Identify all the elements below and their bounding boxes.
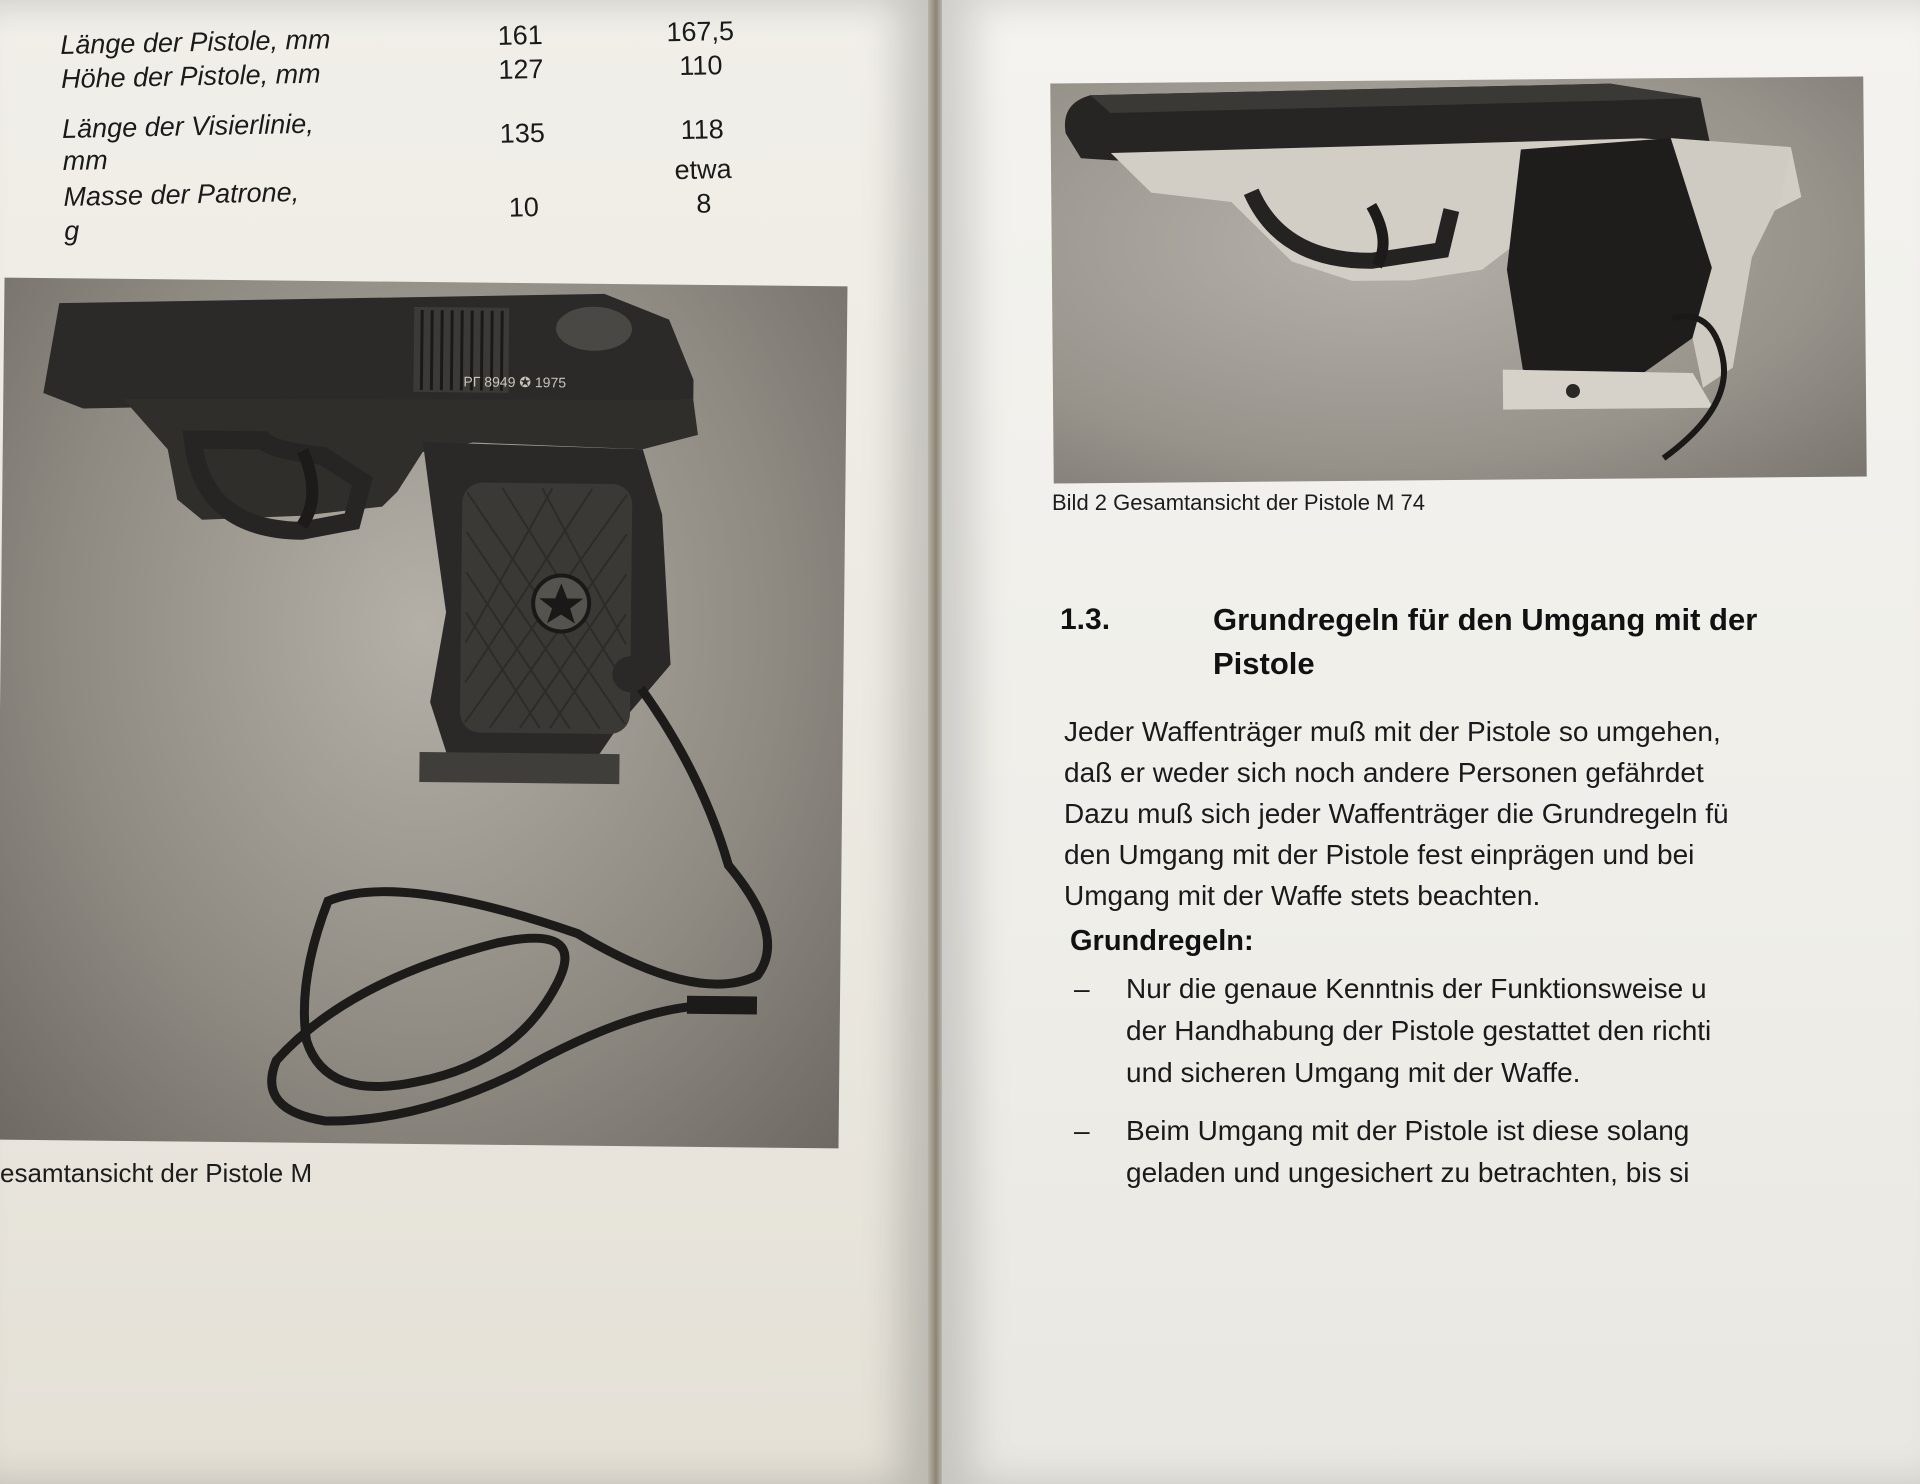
left-page xyxy=(0,0,930,1484)
pistol-m74-illustration xyxy=(1050,76,1866,483)
spec-row xyxy=(60,15,760,60)
bullet-line: Beim Umgang mit der Pistole ist diese solang xyxy=(1126,1115,1690,1146)
spec-label: Höhe der Pistole, mm xyxy=(60,58,321,94)
spec-value: 167,5 xyxy=(666,15,735,48)
section-number: 1.3. xyxy=(1060,603,1111,636)
bullet-dash: – xyxy=(1074,1115,1090,1146)
spec-label: Masse der Patrone, xyxy=(63,177,300,212)
spec-label-unit: g xyxy=(63,215,80,246)
spec-value: 127 xyxy=(498,53,544,85)
spec-value: 8 xyxy=(695,188,712,219)
bullet-line: Nur die genaue Kenntnis der Funktionsweise u xyxy=(1126,973,1707,1004)
figure-caption-right: Bild 2 Gesamtansicht der Pistole M 74 xyxy=(1052,490,1425,515)
subheading: Grundregeln: xyxy=(1070,925,1254,957)
bullet-dash: – xyxy=(1074,973,1090,1004)
spec-value-approx: etwa xyxy=(674,153,732,186)
spec-value: 135 xyxy=(499,117,546,149)
bullet-line: und sicheren Umgang mit der Waffe. xyxy=(1126,1057,1581,1088)
paragraph-line: daß er weder sich noch andere Personen gefährdet xyxy=(1064,757,1704,788)
spec-value: 110 xyxy=(679,50,723,82)
spec-value: 161 xyxy=(497,19,544,51)
section-title xyxy=(1213,598,1913,686)
spec-label: Länge der Visierlinie, xyxy=(61,108,315,144)
spec-label: Länge der Pistole, mm xyxy=(60,24,331,60)
spec-value: 118 xyxy=(680,114,725,146)
pistol-pm-photo xyxy=(0,278,847,1149)
paragraph-line: den Umgang mit der Pistole fest einprägen und bei xyxy=(1064,839,1695,870)
section-title-line: Pistole xyxy=(1213,646,1315,681)
pistol-pm-illustration xyxy=(0,278,847,1149)
paragraph-line: Umgang mit der Waffe stets beachten. xyxy=(1064,880,1541,911)
bullet-line: der Handhabung der Pistole gestattet den richti xyxy=(1126,1015,1712,1046)
figure-caption-left: esamtansicht der Pistole M xyxy=(0,1158,313,1188)
paragraph-line: Dazu muß sich jeder Waffenträger die Grundregeln fü xyxy=(1064,798,1729,829)
spec-label-unit: mm xyxy=(62,145,109,176)
spec-value: 10 xyxy=(508,192,540,223)
spec-table xyxy=(60,15,760,246)
paragraph-line: Jeder Waffenträger muß mit der Pistole so umgehen, xyxy=(1064,716,1721,747)
section-title-line: Grundregeln für den Umgang mit der xyxy=(1213,602,1758,637)
pistol-m74-photo xyxy=(1050,76,1866,483)
pistol-serial-stamp: PГ 8949 ✪ 1975 xyxy=(463,373,567,391)
body-paragraph xyxy=(1064,711,1920,916)
bullet-line: geladen und ungesichert zu betrachten, bis si xyxy=(1126,1157,1690,1188)
